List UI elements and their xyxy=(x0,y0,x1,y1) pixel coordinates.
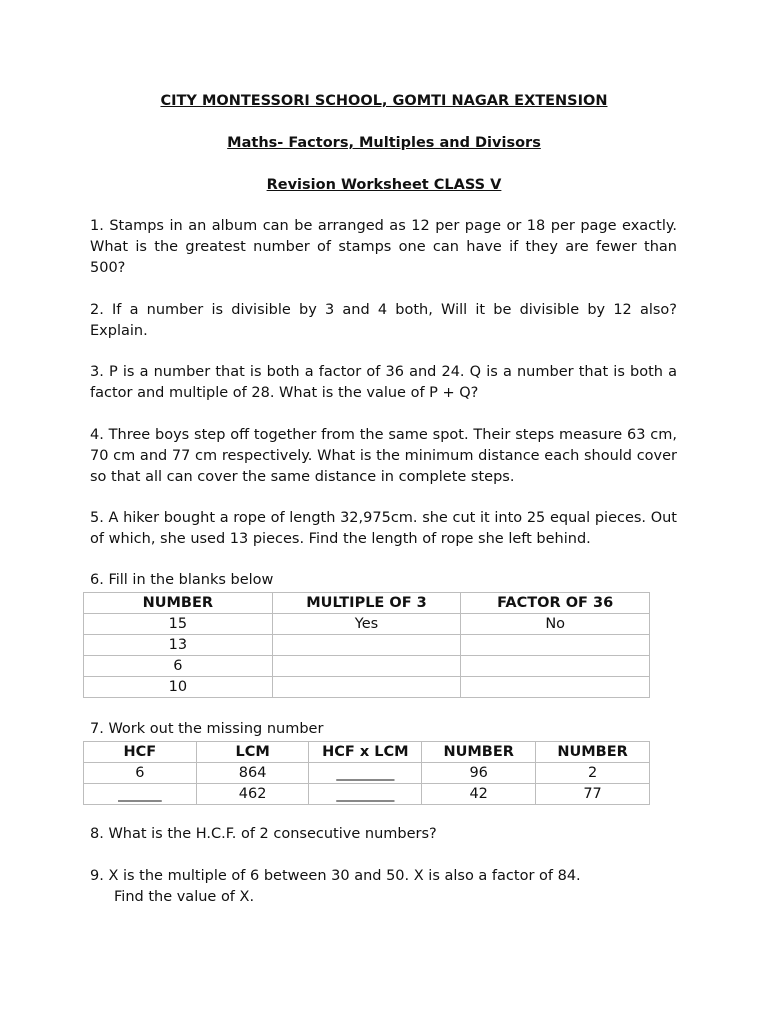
table-cell: 42 xyxy=(422,784,536,805)
column-header: NUMBER xyxy=(536,742,650,763)
table-row xyxy=(84,614,650,635)
question-5: 5. A hiker bought a rope of length 32,975cm. she cut it into 25 equal pieces. Out of which, she used 13 pieces. Find the length of rope she left behind. xyxy=(90,510,677,547)
table-cell xyxy=(272,677,461,698)
question-1: 1. Stamps in an album can be arranged as 12 per page or 18 per page exactly. What is the greatest number of stamps one can have if they are fewer than 500? xyxy=(90,218,677,276)
table-row xyxy=(84,763,650,784)
table-cell xyxy=(272,656,461,677)
table-header-row xyxy=(84,742,650,763)
table-cell: 2 xyxy=(536,763,650,784)
table-row xyxy=(84,784,650,805)
column-header: NUMBER xyxy=(422,742,536,763)
question-9-line-2: Find the value of X. xyxy=(114,889,255,905)
table-cell xyxy=(461,677,650,698)
question-3: 3. P is a number that is both a factor of 36 and 24. Q is a number that is both a factor and multiple of 28. What is the value of P + Q? xyxy=(90,364,677,401)
table-row xyxy=(84,677,650,698)
table-cell: 96 xyxy=(422,763,536,784)
question-6: 6. Fill in the blanks below xyxy=(90,572,274,588)
table-cell xyxy=(272,635,461,656)
table-header-row xyxy=(84,593,650,614)
table-cell: 6 xyxy=(84,656,273,677)
table-cell: 6 xyxy=(84,763,197,784)
question-8: 8. What is the H.C.F. of 2 consecutive numbers? xyxy=(90,826,437,842)
column-header: HCF xyxy=(84,742,197,763)
column-header: FACTOR OF 36 xyxy=(461,593,650,614)
table-row xyxy=(84,656,650,677)
table-cell: Yes xyxy=(272,614,461,635)
subject-title: Maths- Factors, Multiples and Divisors xyxy=(227,135,541,151)
table-row xyxy=(84,635,650,656)
table-cell: ______ xyxy=(84,784,197,805)
table-cell: 15 xyxy=(84,614,273,635)
table-cell: ________ xyxy=(309,784,422,805)
table-cell: ________ xyxy=(309,763,422,784)
table-multiples-factors xyxy=(83,592,650,698)
worksheet-title: Revision Worksheet CLASS V xyxy=(266,177,502,193)
question-9-line-1: 9. X is the multiple of 6 between 30 and 50. X is also a factor of 84. xyxy=(90,868,581,884)
question-7: 7. Work out the missing number xyxy=(90,721,324,737)
column-header: LCM xyxy=(196,742,309,763)
column-header: MULTIPLE OF 3 xyxy=(272,593,461,614)
table-cell: 462 xyxy=(196,784,309,805)
question-9 xyxy=(90,866,677,908)
table-cell: 10 xyxy=(84,677,273,698)
table-cell: No xyxy=(461,614,650,635)
question-2: 2. If a number is divisible by 3 and 4 both, Will it be divisible by 12 also? Explain. xyxy=(90,302,677,339)
column-header: HCF x LCM xyxy=(309,742,422,763)
table-cell: 13 xyxy=(84,635,273,656)
table-cell: 864 xyxy=(196,763,309,784)
table-cell: 77 xyxy=(536,784,650,805)
table-hcf-lcm xyxy=(83,741,650,805)
table-cell xyxy=(461,635,650,656)
school-title: CITY MONTESSORI SCHOOL, GOMTI NAGAR EXTENSION xyxy=(160,93,608,109)
table-cell xyxy=(461,656,650,677)
column-header: NUMBER xyxy=(84,593,273,614)
question-4: 4. Three boys step off together from the same spot. Their steps measure 63 cm, 70 cm and 77 cm respectively. What is the minimum distance each should cover so that all can cover the same distance in complete steps. xyxy=(90,427,677,485)
